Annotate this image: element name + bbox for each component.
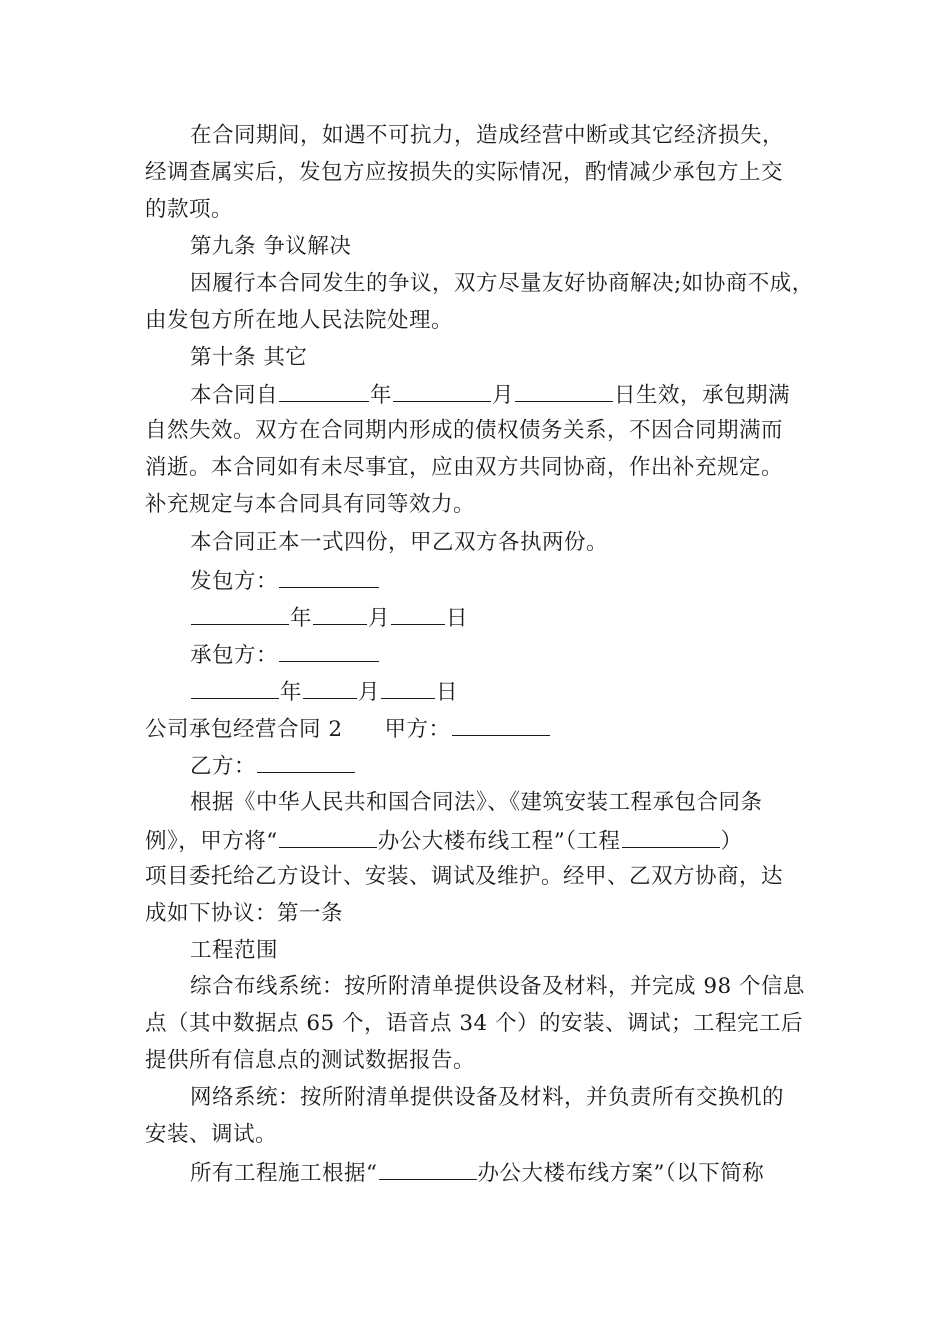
text-fragment: 年 — [280, 680, 303, 705]
blank-field[interactable] — [622, 825, 720, 848]
paragraph-line: 的款项。 — [145, 197, 234, 222]
paragraph-line: 网络系统：按所附清单提供设备及材料，并负责所有交换机的 — [190, 1085, 785, 1110]
article-heading: 第十条 其它 — [190, 345, 308, 370]
paragraph-line: 成如下协议：第一条 — [145, 901, 344, 926]
text-fragment: 年 — [370, 383, 393, 408]
blank-field[interactable] — [191, 602, 289, 625]
blank-field[interactable] — [393, 379, 491, 402]
date-line — [190, 602, 468, 634]
text-fragment: 月 — [368, 606, 391, 631]
date-line — [190, 676, 458, 708]
text-fragment: 本合同自 — [190, 383, 279, 408]
blank-field[interactable] — [515, 379, 613, 402]
paragraph-line: 补充规定与本合同具有同等效力。 — [145, 492, 476, 517]
text-fragment: 办公大楼布线方案”（以下简称 — [477, 1161, 765, 1186]
blank-field[interactable] — [191, 676, 279, 699]
text-fragment: 所有工程施工根据“ — [190, 1161, 378, 1186]
paragraph-line — [145, 825, 743, 857]
blank-field[interactable] — [313, 602, 367, 625]
text-fragment: 日生效，承包期满 — [614, 383, 791, 408]
party-line — [190, 750, 356, 782]
text-fragment: 日 — [446, 606, 469, 631]
paragraph-line: 本合同正本一式四份，甲乙双方各执两份。 — [190, 530, 609, 555]
blank-field[interactable] — [279, 379, 369, 402]
party-label: 甲方： — [384, 717, 451, 742]
party-label: 乙方： — [190, 754, 257, 779]
text-fragment: ） — [720, 829, 743, 854]
paragraph-line — [190, 1157, 764, 1189]
paragraph-line: 在合同期间，如遇不可抗力，造成经营中断或其它经济损失， — [190, 123, 785, 148]
signature-label: 发包方： — [190, 569, 279, 594]
contract-title: 公司承包经营合同 2 — [145, 717, 343, 742]
blank-field[interactable] — [379, 1157, 477, 1180]
text-fragment: 例》，甲方将“ — [145, 829, 278, 854]
signature-label: 承包方： — [190, 643, 279, 668]
signature-line — [190, 639, 380, 671]
blank-field[interactable] — [381, 676, 435, 699]
blank-field[interactable] — [303, 676, 357, 699]
paragraph-line: 提供所有信息点的测试数据报告。 — [145, 1048, 476, 1073]
text-fragment: 日 — [436, 680, 459, 705]
text-fragment: 年 — [290, 606, 313, 631]
blank-field[interactable] — [391, 602, 445, 625]
paragraph-line: 由发包方所在地人民法院处理。 — [145, 308, 454, 333]
blank-field[interactable] — [279, 825, 377, 848]
paragraph-line: 根据《中华人民共和国合同法》、《建筑安装工程承包合同条 — [190, 790, 763, 815]
paragraph-line — [190, 379, 790, 411]
blank-field[interactable] — [452, 713, 550, 736]
paragraph-line: 项目委托给乙方设计、安装、调试及维护。经甲、乙双方协商，达 — [145, 864, 784, 889]
blank-field[interactable] — [279, 565, 379, 588]
paragraph-line: 自然失效。双方在合同期内形成的债权债务关系，不因合同期满而 — [145, 418, 784, 443]
contract-title-line — [145, 713, 551, 745]
paragraph-line: 综合布线系统：按所附清单提供设备及材料，并完成 98 个信息 — [190, 974, 806, 999]
paragraph-line: 因履行本合同发生的争议，双方尽量友好协商解决;如协商不成， — [190, 271, 814, 296]
paragraph-line: 消逝。本合同如有未尽事宜，应由双方共同协商，作出补充规定。 — [145, 455, 784, 480]
text-fragment: 月 — [492, 383, 515, 408]
article-heading: 第九条 争议解决 — [190, 234, 352, 259]
blank-field[interactable] — [279, 639, 379, 662]
article-heading: 工程范围 — [190, 938, 279, 963]
blank-field[interactable] — [257, 750, 355, 773]
paragraph-line: 经调查属实后，发包方应按损失的实际情况，酌情减少承包方上交 — [145, 160, 784, 185]
text-fragment: 办公大楼布线工程”（工程 — [377, 829, 621, 854]
text-fragment: 月 — [358, 680, 381, 705]
paragraph-line: 点（其中数据点 65 个，语音点 34 个）的安装、调试；工程完工后 — [145, 1011, 804, 1036]
paragraph-line: 安装、调试。 — [145, 1122, 278, 1147]
signature-line — [190, 565, 380, 597]
